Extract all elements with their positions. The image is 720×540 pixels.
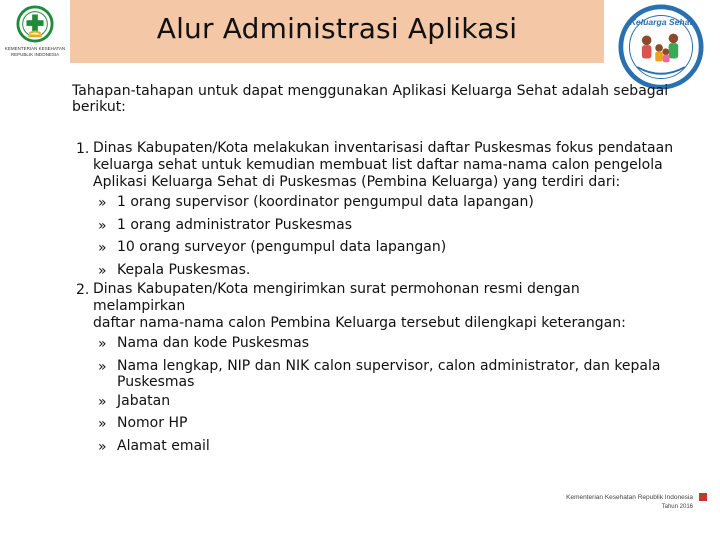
sub-item-text: Alamat email	[117, 437, 210, 454]
intro-paragraph: Tahapan-tahapan untuk dapat menggunakan Aplikasi Keluarga Sehat adalah sebagai berikut:	[72, 83, 669, 115]
kemenkes-caption-line1: KEMENTERIAN KESEHATAN	[4, 46, 66, 51]
sub-item-text: Nama lengkap, NIP dan NIK calon supervisor, calon administrator, dan kepala Puskesmas	[117, 357, 661, 390]
kemenkes-emblem-icon	[16, 5, 54, 43]
step-item	[76, 140, 676, 281]
step-number: 1.	[76, 141, 90, 157]
sub-item	[93, 438, 676, 458]
step-line: Dinas Kabupaten/Kota melakukan inventarisasi daftar Puskesmas fokus pendataan	[93, 140, 674, 156]
footer-mark-icon	[698, 492, 708, 502]
sub-item	[93, 262, 676, 282]
title-bar	[70, 0, 604, 63]
step-item	[76, 281, 676, 457]
bullet-mark: »	[98, 217, 107, 234]
step-line: daftar nama-nama calon Pembina Keluarga tersebut dilengkapi keterangan:	[93, 315, 626, 331]
sub-item	[93, 358, 676, 390]
sub-item-text: Jabatan	[117, 392, 171, 409]
sub-item	[93, 217, 676, 237]
step-line: Dinas Kabupaten/Kota mengirimkan surat permohonan resmi dengan melampirkan	[93, 281, 580, 314]
sub-item-text: Kepala Puskesmas.	[117, 261, 251, 278]
bullet-mark: »	[98, 416, 107, 432]
bullet-mark: »	[98, 240, 107, 256]
sub-item	[93, 239, 676, 259]
step-line: Aplikasi Keluarga Sehat di Puskesmas (Pembina Keluarga) yang terdiri dari:	[93, 174, 621, 190]
kemenkes-caption	[4, 46, 66, 58]
sub-item	[93, 335, 676, 355]
footer-year: Tahun 2016	[661, 504, 693, 510]
bullet-mark: »	[98, 393, 107, 410]
sub-item-text: 1 orang administrator Puskesmas	[117, 216, 352, 233]
step-line: keluarga sehat untuk kemudian membuat list daftar nama-nama calon pengelola	[93, 157, 663, 173]
step-number: 2.	[76, 282, 90, 298]
bullet-mark: »	[98, 195, 107, 211]
sub-item-text: 1 orang supervisor (koordinator pengumpul data lapangan)	[117, 194, 534, 210]
page-title: Alur Administrasi Aplikasi	[156, 12, 518, 45]
bullet-mark: »	[98, 336, 107, 352]
bullet-mark: »	[98, 358, 107, 375]
sub-item	[93, 393, 676, 413]
svg-text:Keluarga Sehat: Keluarga Sehat	[629, 17, 693, 28]
keluarga-sehat-logo-icon	[618, 4, 704, 90]
bullet-mark: »	[98, 438, 107, 455]
sub-item	[93, 194, 676, 214]
sub-item	[93, 415, 676, 435]
sub-item-text: 10 orang surveyor (pengumpul data lapangan)	[117, 239, 447, 255]
kemenkes-caption-line2: REPUBLIK INDONESIA	[10, 52, 60, 57]
sub-item-text: Nomor HP	[117, 415, 188, 431]
step-body	[93, 140, 676, 281]
bullet-mark: »	[98, 262, 107, 279]
sub-item-text: Nama dan kode Puskesmas	[117, 335, 310, 351]
steps-list	[76, 140, 676, 457]
step-body	[93, 281, 676, 457]
kemenkes-logo	[0, 0, 70, 72]
footer-ministry: Kementerian Kesehatan Republik Indonesia	[566, 494, 693, 501]
